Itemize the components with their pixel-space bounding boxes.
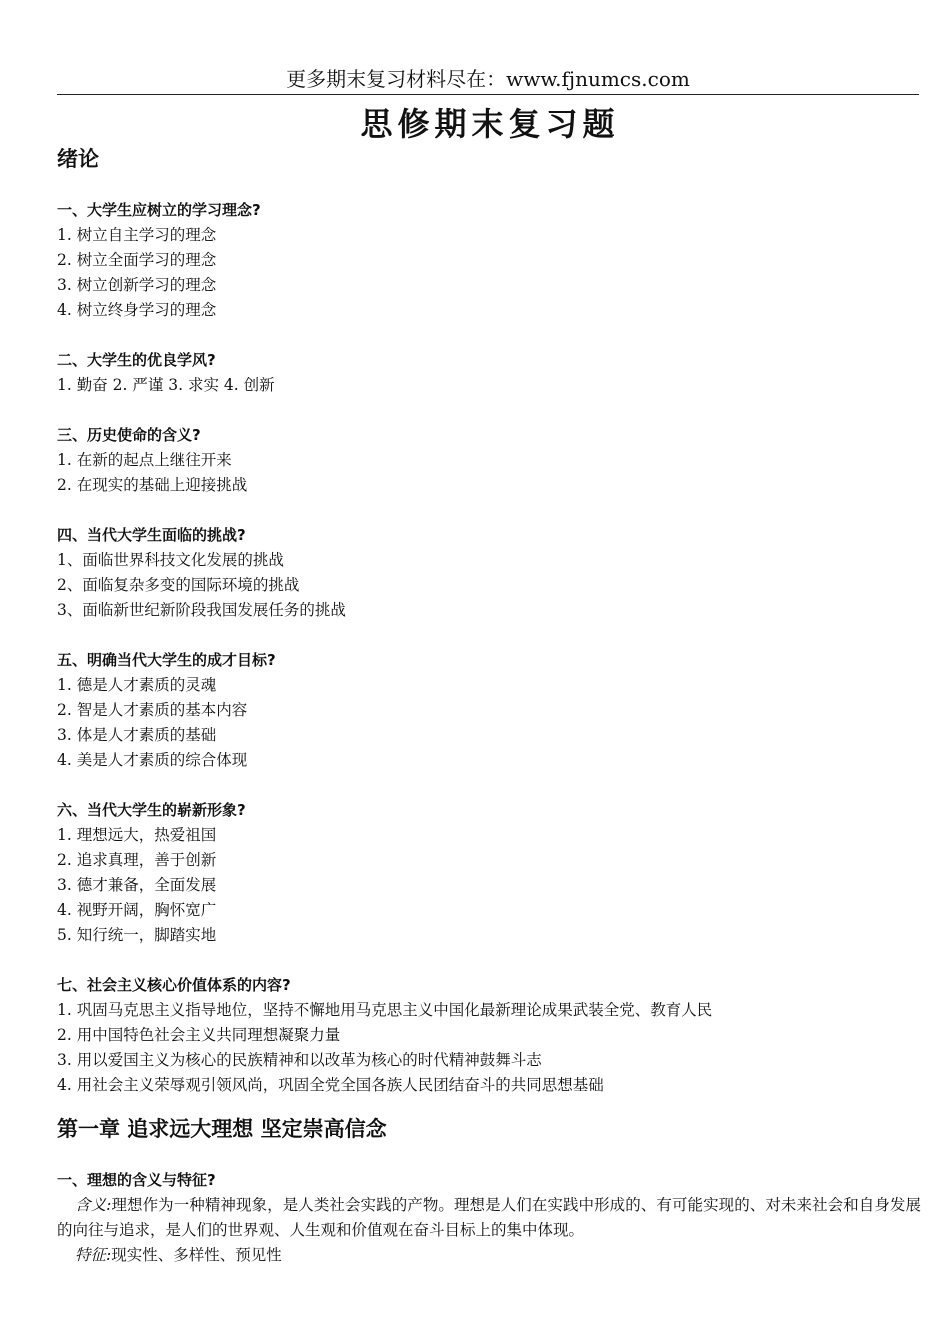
list-item: 2. 树立全面学习的理念 [57, 251, 217, 269]
list-item: 1. 理想远大，热爱祖国 [57, 826, 217, 844]
section-heading-intro: 绪论 [57, 147, 99, 171]
chapter-heading: 第一章 追求远大理想 坚定崇高信念 [57, 1117, 387, 1141]
list-item: 2. 追求真理，善于创新 [57, 851, 217, 869]
question-heading: 七、社会主义核心价值体系的内容? [57, 976, 291, 994]
definition-text: 理想作为一种精神现象，是人类社会实践的产物。理想是人们在实践中形成的、有可能实现的、对未来社会和自身发展的向往与追求，是人们的世界观、人生观和价值观在奋斗目标上的集中体现。 [57, 1196, 921, 1239]
question-heading: 一、大学生应树立的学习理念? [57, 201, 261, 219]
list-item: 2、面临复杂多变的国际环境的挑战 [57, 576, 300, 594]
list-item: 4. 视野开阔，胸怀宽广 [57, 901, 217, 919]
list-item: 4. 树立终身学习的理念 [57, 301, 217, 319]
list-item: 1. 在新的起点上继往开来 [57, 451, 232, 469]
list-item: 2. 智是人才素质的基本内容 [57, 701, 248, 719]
list-item: 4. 用社会主义荣辱观引领风尚，巩固全党全国各族人民团结奋斗的共同思想基础 [57, 1076, 604, 1094]
list-item: 3. 树立创新学习的理念 [57, 276, 217, 294]
page-header: 更多期末复习材料尽在：www.fjnumcs.com [57, 64, 919, 95]
features-paragraph [57, 1243, 921, 1268]
question-heading: 三、历史使命的含义? [57, 426, 201, 444]
question-heading: 五、明确当代大学生的成才目标? [57, 651, 276, 669]
list-item: 1. 德是人才素质的灵魂 [57, 676, 217, 694]
list-item: 1、面临世界科技文化发展的挑战 [57, 551, 284, 569]
list-item: 5. 知行统一，脚踏实地 [57, 926, 217, 944]
list-item: 3、面临新世纪新阶段我国发展任务的挑战 [57, 601, 346, 619]
definition-label: 含义: [75, 1196, 112, 1214]
question-heading: 二、大学生的优良学风? [57, 351, 216, 369]
list-item: 4. 美是人才素质的综合体现 [57, 751, 248, 769]
list-item: 2. 在现实的基础上迎接挑战 [57, 476, 248, 494]
list-item: 2. 用中国特色社会主义共同理想凝聚力量 [57, 1026, 341, 1044]
definition-paragraph [57, 1193, 921, 1243]
question-heading: 四、当代大学生面临的挑战? [57, 526, 246, 544]
page-title: 思修期末复习题 [360, 105, 620, 143]
document-body [57, 144, 921, 1268]
list-item: 1. 树立自主学习的理念 [57, 226, 217, 244]
list-item: 3. 用以爱国主义为核心的民族精神和以改革为核心的时代精神鼓舞斗志 [57, 1051, 542, 1069]
list-item: 3. 德才兼备，全面发展 [57, 876, 217, 894]
list-item: 1. 巩固马克思主义指导地位，坚持不懈地用马克思主义中国化最新理论成果武装全党、教育人民 [57, 1001, 713, 1019]
question-heading: 六、当代大学生的崭新形象? [57, 801, 246, 819]
list-item: 1. 勤奋 2. 严谨 3. 求实 4. 创新 [57, 376, 275, 394]
question-heading: 一、理想的含义与特征? [57, 1171, 216, 1189]
features-label: 特征: [75, 1246, 112, 1264]
features-text: 现实性、多样性、预见性 [111, 1246, 282, 1264]
list-item: 3. 体是人才素质的基础 [57, 726, 217, 744]
